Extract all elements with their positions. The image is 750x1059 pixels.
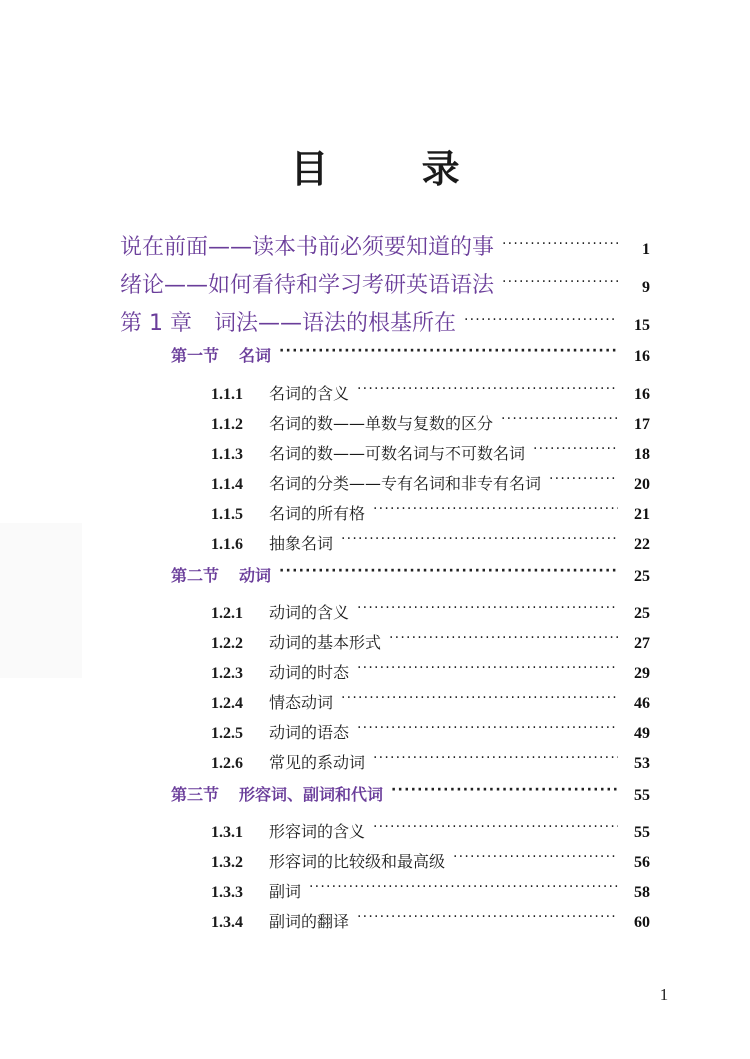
toc-entry-page: 29 [634, 665, 650, 683]
toc-entry-label: 形容词、副词和代词 [239, 785, 384, 805]
toc-entry-page: 9 [642, 279, 650, 297]
toc-entry-label: 词法——语法的根基所在 [213, 311, 456, 337]
toc-entry-1-2-6[interactable] [211, 749, 650, 773]
toc-entry-1-1-6[interactable] [211, 530, 650, 554]
toc-entry-1-1-5[interactable] [211, 500, 650, 524]
toc-entry-number: 1.1.6 [211, 536, 243, 554]
toc-entry-page: 58 [634, 884, 650, 902]
toc-entry-label: 绪论——如何看待和学习考研英语语法 [120, 273, 495, 299]
toc-entry-number: 1.2.3 [211, 665, 243, 683]
dot-leader [279, 562, 618, 581]
dot-leader [373, 500, 618, 519]
dot-leader [391, 781, 618, 800]
toc-entry-number: 1.2.6 [211, 755, 243, 773]
dot-leader [373, 818, 618, 837]
toc-entry-page: 55 [634, 787, 650, 805]
dot-leader [373, 749, 618, 768]
toc-entry-section-2[interactable] [171, 562, 650, 586]
toc-entry-number: 1.2.1 [211, 605, 243, 623]
dot-leader [501, 410, 618, 429]
toc-entry-page: 55 [634, 824, 650, 842]
dot-leader [502, 266, 618, 292]
dot-leader [357, 380, 618, 399]
toc-entry-1-1-2[interactable] [211, 410, 650, 434]
toc-entry-number: 1.1.5 [211, 506, 243, 524]
toc-entry-page: 53 [634, 755, 650, 773]
toc-entry-number: 1.1.3 [211, 446, 243, 464]
toc-entry-1-1-1[interactable] [211, 380, 650, 404]
dot-leader [453, 848, 618, 867]
dot-leader [464, 304, 618, 330]
toc-entry-label: 副词 [269, 882, 302, 902]
toc-entry-page: 56 [634, 854, 650, 872]
dot-leader [357, 659, 618, 678]
toc-entry-preface[interactable] [120, 228, 650, 261]
dot-leader [549, 470, 618, 489]
toc-entry-1-1-3[interactable] [211, 440, 650, 464]
toc-entry-number: 1.3.1 [211, 824, 243, 842]
toc-entry-page: 60 [634, 914, 650, 932]
toc-entry-label: 名词的数——可数名词与不可数名词 [269, 444, 526, 464]
dot-leader [357, 908, 618, 927]
toc-entry-number: 1.3.2 [211, 854, 243, 872]
toc-entry-label: 动词 [239, 566, 272, 586]
toc-entry-number: 1.2.5 [211, 725, 243, 743]
toc-entry-page: 25 [634, 605, 650, 623]
toc-entry-label: 名词的分类——专有名词和非专有名词 [269, 474, 542, 494]
toc-entry-label: 动词的语态 [269, 723, 350, 743]
toc-entry-1-3-1[interactable] [211, 818, 650, 842]
toc-entry-label: 名词的含义 [269, 384, 350, 404]
toc-entry-introduction[interactable] [120, 266, 650, 299]
toc-entry-page: 20 [634, 476, 650, 494]
toc-entry-label: 动词的时态 [269, 663, 350, 683]
toc-entry-1-2-5[interactable] [211, 719, 650, 743]
toc-entry-label: 形容词的比较级和最高级 [269, 852, 446, 872]
toc-entry-page: 18 [634, 446, 650, 464]
toc-entry-number: 1.1.1 [211, 386, 243, 404]
toc-entry-1-3-3[interactable] [211, 878, 650, 902]
toc-entry-number: 1.2.2 [211, 635, 243, 653]
toc-entry-1-3-4[interactable] [211, 908, 650, 932]
toc-entry-page: 46 [634, 695, 650, 713]
toc-entry-number: 1.3.4 [211, 914, 243, 932]
toc-entry-page: 15 [634, 317, 650, 335]
toc-entry-label: 说在前面——读本书前必须要知道的事 [120, 235, 495, 261]
toc-entry-chapter-1[interactable] [120, 304, 650, 337]
dot-leader [357, 599, 618, 618]
dot-leader [357, 719, 618, 738]
dot-leader [341, 689, 618, 708]
toc-entry-1-3-2[interactable] [211, 848, 650, 872]
toc-entry-label: 动词的含义 [269, 603, 350, 623]
toc-entry-label: 形容词的含义 [269, 822, 366, 842]
toc-entry-page: 16 [634, 386, 650, 404]
toc-entry-number: 1.1.4 [211, 476, 243, 494]
toc-entry-label: 情态动词 [269, 693, 334, 713]
toc-entry-page: 16 [634, 348, 650, 366]
dot-leader [341, 530, 618, 549]
toc-entry-1-2-4[interactable] [211, 689, 650, 713]
toc-entry-1-1-4[interactable] [211, 470, 650, 494]
toc-entry-1-2-2[interactable] [211, 629, 650, 653]
page-title: 目 录 [290, 146, 500, 191]
toc-entry-label: 名词的所有格 [269, 504, 366, 524]
dot-leader [309, 878, 618, 897]
toc-entry-label: 抽象名词 [269, 534, 334, 554]
toc-entry-1-2-3[interactable] [211, 659, 650, 683]
dot-leader [389, 629, 618, 648]
toc-entry-page: 27 [634, 635, 650, 653]
dot-leader [502, 228, 618, 254]
toc-entry-number: 第一节 [171, 346, 220, 366]
toc-entry-label: 副词的翻译 [269, 912, 350, 932]
page-number: 1 [659, 985, 669, 1004]
toc-entry-label: 名词的数——单数与复数的区分 [269, 414, 494, 434]
toc-entry-label: 动词的基本形式 [269, 633, 382, 653]
toc-entry-page: 22 [634, 536, 650, 554]
toc-entry-page: 25 [634, 568, 650, 586]
toc-entry-number: 1.2.4 [211, 695, 243, 713]
toc-entry-page: 1 [642, 241, 650, 259]
toc-entry-number: 1.1.2 [211, 416, 243, 434]
dot-leader [533, 440, 618, 459]
toc-entry-section-1[interactable] [171, 342, 650, 366]
toc-entry-number: 第 1 章 [120, 311, 192, 337]
toc-entry-number: 第二节 [171, 566, 220, 586]
toc-entry-label: 常见的系动词 [269, 753, 366, 773]
dot-leader [279, 342, 618, 361]
toc-entry-1-2-1[interactable] [211, 599, 650, 623]
scan-edge-mark [0, 523, 82, 678]
toc-entry-number: 1.3.3 [211, 884, 243, 902]
toc-entry-page: 49 [634, 725, 650, 743]
toc-entry-section-3[interactable] [171, 781, 650, 805]
toc-entry-label: 名词 [239, 346, 272, 366]
toc-entry-number: 第三节 [171, 785, 220, 805]
toc-entry-page: 21 [634, 506, 650, 524]
toc-entry-page: 17 [634, 416, 650, 434]
